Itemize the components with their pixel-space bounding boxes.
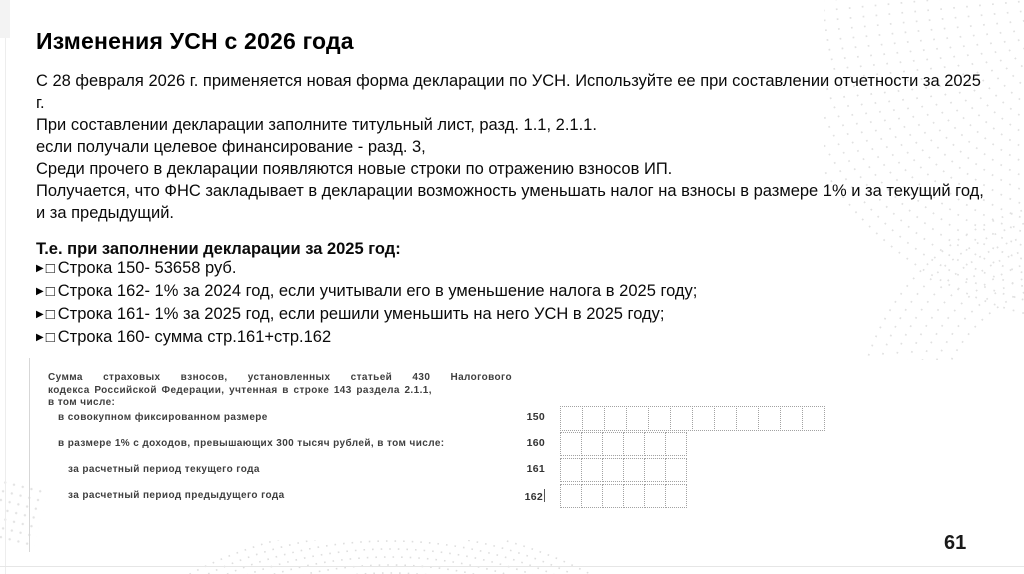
- bullet-text: Строка 161- 1% за 2025 год, если решили уменьшить на него УСН в 2025 году;: [57, 305, 665, 323]
- slide-edge-bottom: [0, 566, 1024, 567]
- form-field-cell: [802, 406, 825, 431]
- bullet-item: [36, 257, 992, 280]
- form-row-code: 150: [526, 411, 545, 423]
- bullet-item: [36, 326, 992, 349]
- slide-title: Изменения УСН с 2026 года: [36, 28, 354, 54]
- form-border-line: [29, 358, 30, 552]
- form-field-cell: [626, 406, 649, 431]
- form-row-code: 160: [526, 437, 545, 449]
- form-field-cell: [665, 484, 687, 508]
- form-header-line: кодекса Российской Федерации, учтенная в строке 143 раздела 2.1.1,: [48, 384, 432, 396]
- bullet-text: Строка 160- сумма стр.161+стр.162: [57, 328, 332, 346]
- form-field-cells: [560, 432, 687, 456]
- form-field-cell: [644, 458, 666, 482]
- paragraph: если получали целевое финансирование - разд. 3,: [36, 138, 426, 156]
- form-field-cell: [780, 406, 803, 431]
- body-paragraphs: [36, 70, 992, 224]
- checkbox-bullet-icon: □: [45, 329, 55, 346]
- bullet-list: [36, 257, 992, 349]
- bullet-item: [36, 280, 992, 303]
- bullet-text: Строка 162- 1% за 2024 год, если учитывали его в уменьшение налога в 2025 году;: [57, 282, 698, 300]
- form-field-cell: [560, 458, 582, 482]
- form-field-cell: [670, 406, 693, 431]
- form-field-cell: [623, 484, 645, 508]
- form-field-cell: [736, 406, 759, 431]
- form-field-cell: [623, 458, 645, 482]
- form-header-line: в том числе:: [48, 397, 116, 408]
- form-field-cell: [602, 432, 624, 456]
- form-field-cell: [602, 458, 624, 482]
- form-row-label: в размере 1% с доходов, превышающих 300 тысяч рублей, в том числе:: [58, 438, 445, 449]
- bullet-item: [36, 303, 992, 326]
- checkbox-bullet-icon: □: [45, 260, 55, 277]
- corner-smudge: [0, 0, 10, 38]
- subheading: Т.е. при заполнении декларации за 2025 год:: [36, 240, 401, 258]
- form-field-cell: [604, 406, 627, 431]
- form-field-cell: [560, 484, 582, 508]
- form-field-cells: [560, 458, 687, 482]
- form-field-cell: [644, 432, 666, 456]
- form-field-cell: [560, 432, 582, 456]
- triangle-bullet-icon: ▶: [36, 286, 44, 297]
- form-row-code: [500, 489, 545, 503]
- form-row-code-text: 162: [524, 491, 543, 503]
- triangle-bullet-icon: ▶: [36, 263, 44, 274]
- form-field-cell: [714, 406, 737, 431]
- form-field-cell: [665, 458, 687, 482]
- form-field-cell: [665, 432, 687, 456]
- declaration-form-screenshot: [30, 360, 836, 528]
- triangle-bullet-icon: ▶: [36, 332, 44, 343]
- paragraph: С 28 февраля 2026 г. применяется новая форма декларации по УСН. Используйте ее при составлении отчетности за 2025 г.: [36, 72, 981, 112]
- form-row-label: за расчетный период текущего года: [68, 464, 260, 475]
- checkbox-bullet-icon: □: [45, 306, 55, 323]
- text-cursor: [544, 489, 545, 502]
- form-header: [48, 372, 512, 410]
- form-field-cell: [560, 406, 583, 431]
- form-field-cells: [560, 484, 687, 508]
- triangle-bullet-icon: ▶: [36, 309, 44, 320]
- form-field-cell: [581, 458, 603, 482]
- checkbox-bullet-icon: □: [45, 283, 55, 300]
- page-number: 61: [944, 532, 967, 554]
- form-field-cell: [648, 406, 671, 431]
- form-field-cells: [560, 406, 825, 431]
- form-field-cell: [581, 432, 603, 456]
- paragraph: Получается, что ФНС закладывает в декларации возможность уменьшать налог на взносы в размере 1% и за текущий год, и за предыдущий.: [36, 182, 984, 222]
- form-row-label: в совокупном фиксированном размере: [58, 412, 268, 423]
- decorative-dots-bottom-icon: [170, 540, 610, 574]
- form-field-cell: [582, 406, 605, 431]
- form-field-cell: [581, 484, 603, 508]
- paragraph: При составлении декларации заполните титульный лист, разд. 1.1, 2.1.1.: [36, 116, 597, 134]
- form-field-cell: [758, 406, 781, 431]
- form-field-cell: [602, 484, 624, 508]
- form-field-cell: [692, 406, 715, 431]
- paragraph: Среди прочего в декларации появляются новые строки по отражению взносов ИП.: [36, 160, 673, 178]
- form-field-cell: [644, 484, 666, 508]
- bullet-text: Строка 150- 53658 руб.: [57, 259, 237, 277]
- form-header-line: Сумма страховых взносов, установленных статьей 430 Налогового: [48, 372, 512, 383]
- form-row-label: за расчетный период предыдущего года: [68, 490, 285, 501]
- form-field-cell: [623, 432, 645, 456]
- slide-edge-left: [5, 0, 6, 574]
- form-row-code: 161: [526, 463, 545, 475]
